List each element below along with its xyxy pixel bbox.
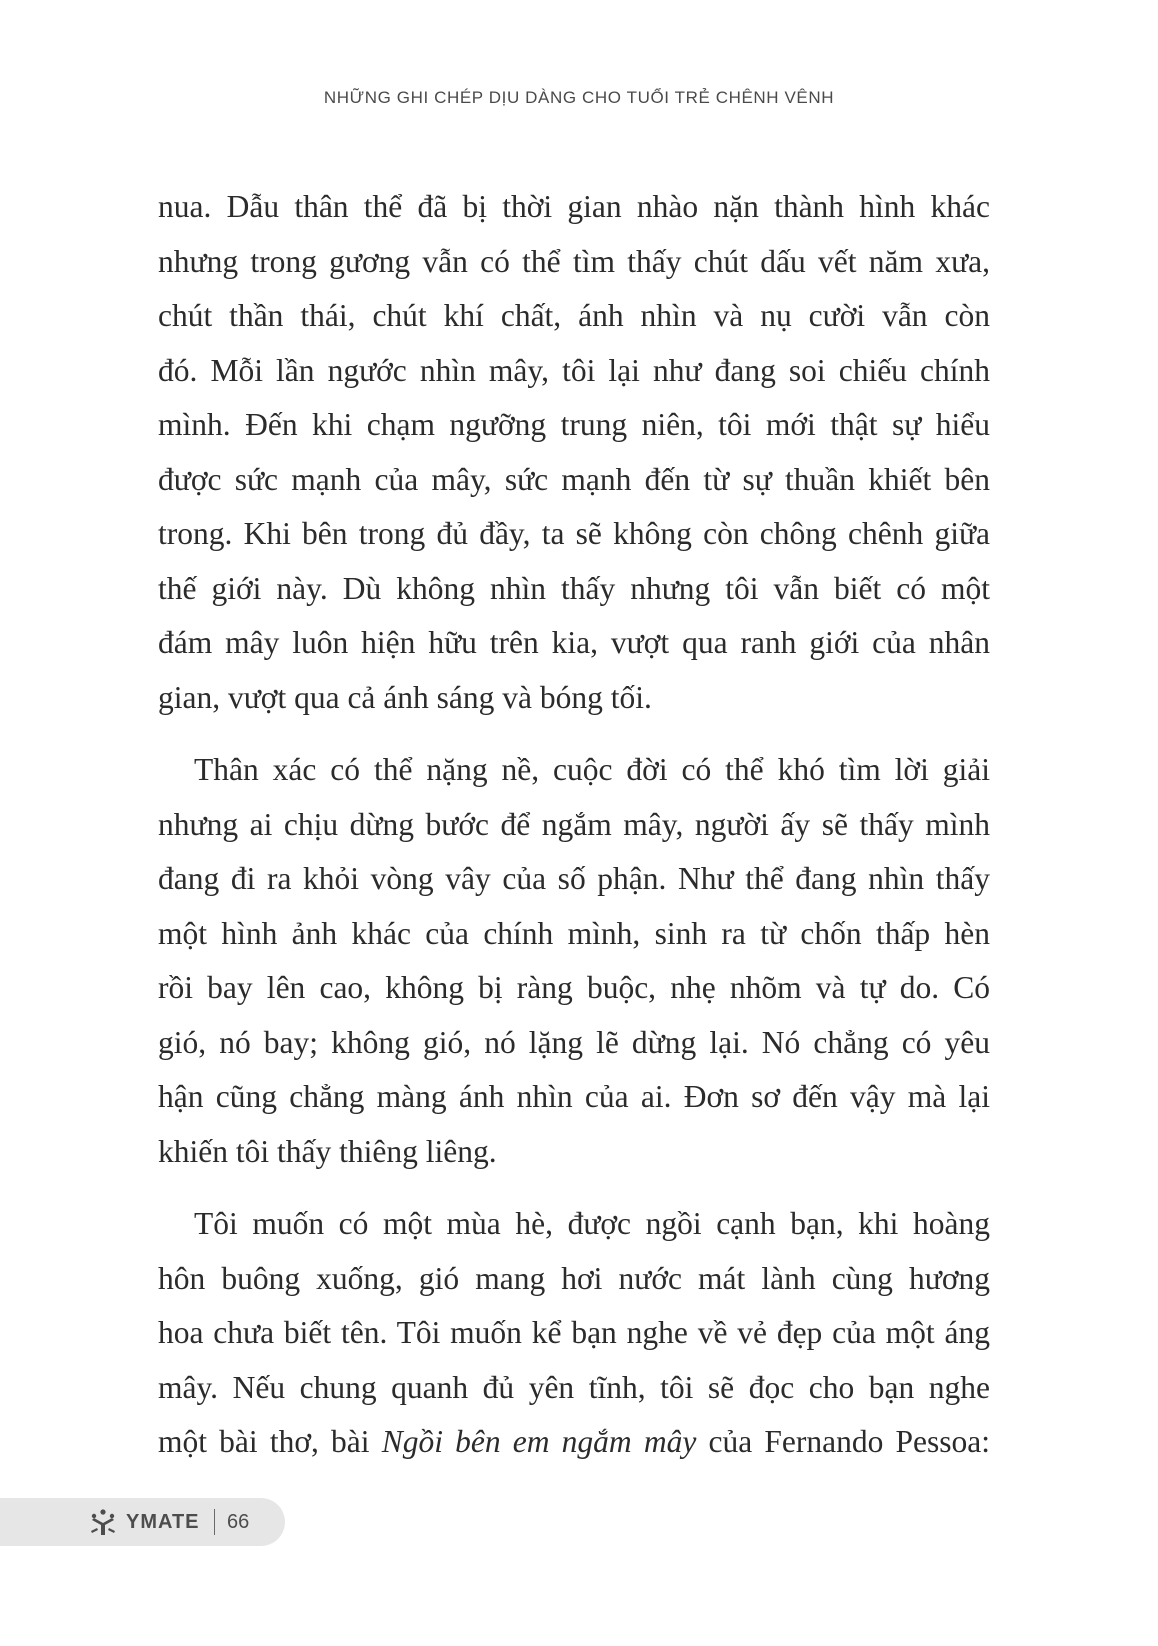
text-line: hoa chưa biết tên. Tôi muốn kể bạn nghe về vẻ đẹp của một áng [158,1315,990,1350]
text-fragment: của Fernando Pessoa: [696,1424,990,1459]
text-line: mình. Đến khi chạm ngưỡng trung niên, tôi mới thật sự hiểu [158,407,990,442]
text-line: khiến tôi thấy thiêng liêng. [158,1133,497,1169]
poem-title: Ngồi bên em ngắm mây [381,1424,697,1459]
paragraph-1 [158,180,990,725]
text-line: Thân xác có thể nặng nề, cuộc đời có thể khó tìm lời giải [194,752,990,787]
text-line: chút thần thái, chút khí chất, ánh nhìn và nụ cười vẫn còn [158,298,990,333]
text-fragment: một bài thơ, bài [158,1424,382,1459]
page-number: 66 [227,1510,250,1533]
brand-name: YMATE [126,1510,200,1533]
ymate-logo-icon [88,1507,118,1537]
text-line: mây. Nếu chung quanh đủ yên tĩnh, tôi sẽ đọc cho bạn nghe [158,1369,990,1405]
text-line: Tôi muốn có một mùa hè, được ngồi cạnh bạn, khi hoàng [194,1206,990,1241]
text-line: hôn buông xuống, gió mang hơi nước mát lành cùng hương [158,1260,990,1296]
paragraph-3 [158,1197,990,1470]
footer-tab [0,1498,285,1546]
text-line: thế giới này. Dù không nhìn thấy nhưng tôi vẫn biết có một [158,570,990,606]
footer-divider [214,1509,216,1535]
running-header: NHỮNG GHI CHÉP DỊU DÀNG CHO TUỔI TRẺ CHÊNH VÊNH [323,88,835,107]
text-line: đang đi ra khỏi vòng vây của số phận. Như thể đang nhìn thấy [158,861,990,896]
text-line: một hình ảnh khác của chính mình, sinh ra từ chốn thấp hèn [158,915,990,951]
page-body [158,180,990,1488]
text-line: nhưng ai chịu dừng bước để ngắm mây, người ấy sẽ thấy mình [158,806,990,842]
text-line: được sức mạnh của mây, sức mạnh đến từ sự thuần khiết bên [158,461,990,497]
text-line [158,1415,990,1470]
text-line: nhưng trong gương vẫn có thể tìm thấy chút dấu vết năm xưa, [158,243,990,279]
text-line: đám mây luôn hiện hữu trên kia, vượt qua ranh giới của nhân [158,625,990,660]
text-line: gian, vượt qua cả ánh sáng và bóng tối. [158,679,652,715]
text-line: trong. Khi bên trong đủ đầy, ta sẽ không còn chông chênh giữa [158,516,990,551]
text-line: đó. Mỗi lần ngước nhìn mây, tôi lại như đang soi chiếu chính [158,352,990,388]
text-line: nua. Dẫu thân thể đã bị thời gian nhào nặn thành hình khác [158,189,990,224]
text-line: hận cũng chẳng màng ánh nhìn của ai. Đơn sơ đến vậy mà lại [158,1079,990,1114]
text-line: rồi bay lên cao, không bị ràng buộc, nhẹ nhõm và tự do. Có [158,970,990,1005]
text-line: gió, nó bay; không gió, nó lặng lẽ dừng lại. Nó chẳng có yêu [158,1024,990,1060]
paragraph-2 [158,743,990,1179]
